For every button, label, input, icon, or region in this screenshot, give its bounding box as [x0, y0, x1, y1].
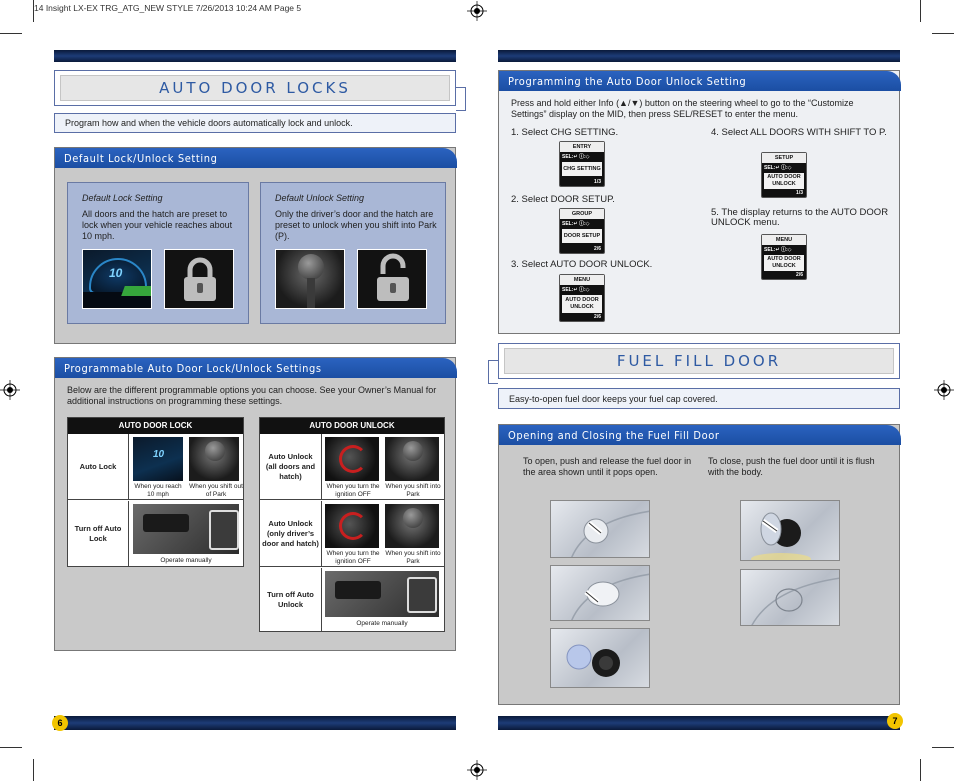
page-header-bar	[498, 50, 900, 62]
row-label: Turn off Auto Unlock	[260, 568, 322, 632]
fuel-subtitle	[498, 388, 900, 409]
shifter-photo	[275, 249, 345, 309]
mid-display-header: MENU	[560, 275, 604, 285]
panel-heading	[499, 425, 901, 445]
padlock-open-icon	[358, 250, 427, 309]
fuel-subtitle-text: Easy-to-open fuel door keeps your fuel cap covered.	[509, 393, 718, 404]
crop-mark	[0, 747, 22, 748]
mid-display-body: AUTO DOOR UNLOCK	[764, 173, 804, 189]
step-5: 5. The display returns to the AUTO DOOR UNLOCK menu.	[711, 207, 889, 228]
row-caption: When you reach 10 mph	[134, 483, 182, 498]
lock-switch-icon	[209, 510, 239, 550]
fuel-door-open-photo	[550, 628, 650, 688]
registration-mark-icon	[934, 380, 954, 400]
card-title: Default Unlock Setting	[275, 193, 365, 203]
speed-readout: 10	[153, 449, 165, 460]
mid-display	[761, 234, 807, 280]
row-caption: Operate manually	[356, 620, 408, 627]
fuel-door-outline-icon	[741, 570, 840, 626]
mid-display-body: AUTO DOOR UNLOCK	[562, 295, 602, 313]
crop-mark	[932, 747, 954, 748]
speedometer-photo	[132, 436, 184, 482]
mid-display-header: ENTRY	[560, 142, 604, 152]
mid-display-sel: SEL:↵ ⓘ:◇	[562, 221, 590, 227]
step-4: 4. Select ALL DOORS WITH SHIFT TO P.	[711, 127, 887, 138]
fuel-door-panel	[498, 424, 900, 705]
row-caption: When you shift into Park	[385, 550, 441, 565]
panel-heading	[55, 148, 457, 168]
crop-mark	[33, 759, 34, 781]
ignition-photo	[324, 503, 380, 549]
shift-knob	[298, 254, 324, 280]
shifter-photo	[384, 503, 440, 549]
mid-display	[559, 141, 605, 187]
shifter-photo	[188, 436, 240, 482]
title-bracket	[456, 87, 466, 111]
table-row	[68, 501, 243, 567]
programming-panel	[498, 70, 900, 334]
fuel-close-text: To close, push the fuel door until it is flush with the body.	[708, 456, 875, 477]
card-title: Default Lock Setting	[82, 193, 163, 203]
lock-open-photo	[357, 249, 427, 309]
door-switch-photo	[324, 570, 440, 618]
row-caption: Operate manually	[160, 557, 212, 564]
fuel-door-closing-photo	[740, 500, 840, 561]
page-footer-bar	[54, 716, 456, 730]
table-row	[260, 434, 444, 500]
page-number-badge: 7	[887, 713, 903, 729]
table-row	[260, 501, 444, 567]
fuel-door-closed-photo	[550, 500, 650, 558]
mid-display-page: 2/6	[796, 272, 803, 278]
panel-heading	[55, 358, 457, 378]
push-arrow-icon	[551, 501, 650, 558]
crop-mark	[0, 33, 22, 34]
crop-mark	[920, 759, 921, 781]
panel-heading-text: Programming the Auto Door Unlock Setting	[508, 74, 747, 88]
mid-display-sel: SEL:↵ ⓘ:◇	[764, 165, 792, 171]
fuel-cap-icon	[551, 629, 650, 688]
page-footer-bar	[498, 716, 900, 730]
mid-display-body: DOOR SETUP	[562, 229, 602, 243]
ignition-arrow-icon	[339, 512, 367, 540]
fuel-title-box	[498, 343, 900, 379]
step-3: 3. Select AUTO DOOR UNLOCK.	[511, 259, 653, 270]
close-arrow-icon	[741, 501, 840, 561]
page-header-bar	[54, 50, 456, 62]
fuel-title-banner	[504, 348, 894, 374]
crop-mark	[920, 0, 921, 22]
mid-display-page: 1/3	[796, 190, 803, 196]
crop-mark	[932, 33, 954, 34]
panel-intro: Press and hold either Info (▲/▼) button on the steering wheel to go to the “Customize Settings” display on the MID, then press SEL/RESET to enter the menu.	[511, 98, 854, 119]
row-caption: When you shift into Park	[385, 483, 441, 498]
row-caption: When you turn the ignition OFF	[326, 483, 380, 498]
door-switch-photo	[132, 503, 240, 555]
mid-display	[761, 152, 807, 198]
mid-display-page: 2/6	[594, 246, 601, 252]
section-subtitle-text: Program how and when the vehicle doors automatically lock and unlock.	[65, 118, 353, 128]
mid-display-sel: SEL:↵ ⓘ:◇	[764, 247, 792, 253]
mid-display-body: AUTO DOOR UNLOCK	[764, 255, 804, 271]
section-title-banner	[60, 75, 450, 101]
mid-display-sel: SEL:↵ ⓘ:◇	[562, 154, 590, 160]
mid-display-header: SETUP	[762, 153, 806, 163]
registration-mark-icon	[0, 380, 20, 400]
default-settings-panel	[54, 147, 456, 344]
step-1: 1. Select CHG SETTING.	[511, 127, 619, 138]
panel-heading-text: Programmable Auto Door Lock/Unlock Settings	[64, 361, 322, 375]
step-2: 2. Select DOOR SETUP.	[511, 194, 615, 205]
card-text: All doors and the hatch are preset to lock when your vehicle reaches about 10 mph.	[82, 209, 233, 241]
default-lock-card	[67, 182, 249, 324]
pop-arrow-icon	[551, 566, 650, 621]
fuel-title: FUEL FILL DOOR	[616, 352, 782, 370]
table-header: AUTO DOOR UNLOCK	[260, 418, 444, 434]
ignition-arrow-icon	[339, 445, 367, 473]
title-bracket	[488, 360, 498, 384]
row-label: Turn off Auto Lock	[68, 501, 129, 567]
lock-switch-icon	[407, 577, 437, 613]
fuel-door-popped-photo	[550, 565, 650, 621]
row-caption: When you shift out of Park	[189, 483, 243, 498]
mid-display-header: MENU	[762, 235, 806, 245]
speed-readout: 10	[109, 266, 123, 280]
eco-bar	[121, 286, 152, 296]
mid-display	[559, 208, 605, 254]
panel-intro: Below are the different programmable options you can choose. See your Owner’s Manual for additional instructions on programming these settings.	[67, 385, 437, 406]
section-title-box	[54, 70, 456, 106]
fuel-door-flush-photo	[740, 569, 840, 626]
row-label: Auto Lock	[68, 434, 129, 500]
mid-display-page: 2/6	[594, 314, 601, 320]
table-row	[260, 568, 444, 632]
section-title: AUTO DOOR LOCKS	[159, 79, 351, 97]
page-number-badge: 6	[52, 715, 68, 731]
registration-mark-icon	[467, 1, 487, 21]
table-header: AUTO DOOR LOCK	[68, 418, 243, 434]
auto-door-lock-table	[67, 417, 244, 567]
mid-display-body: CHG SETTING	[562, 162, 602, 176]
panel-heading-text: Opening and Closing the Fuel Fill Door	[508, 428, 720, 442]
shifter-photo	[384, 436, 440, 482]
crop-mark	[33, 0, 34, 22]
row-label: Auto Unlock (only driver’s door and hatch)	[260, 501, 322, 567]
registration-mark-icon	[467, 760, 487, 780]
mid-display-sel: SEL:↵ ⓘ:◇	[562, 287, 590, 293]
speedometer-photo	[82, 249, 152, 309]
padlock-closed-icon	[165, 250, 234, 309]
panel-heading-text: Default Lock/Unlock Setting	[64, 151, 218, 165]
section-subtitle	[54, 113, 456, 133]
lock-closed-photo	[164, 249, 234, 309]
print-slug: 14 Insight LX-EX TRG_ATG_NEW STYLE 7/26/2013 10:24 AM Page 5	[34, 3, 302, 13]
default-unlock-card	[260, 182, 446, 324]
fuel-open-text: To open, push and release the fuel door in the area shown until it pops open.	[523, 456, 692, 477]
mid-display	[559, 274, 605, 322]
panel-heading	[499, 71, 901, 91]
mid-display-header: GROUP	[560, 209, 604, 219]
mid-display-page: 1/3	[594, 179, 601, 185]
ignition-photo	[324, 436, 380, 482]
programmable-settings-panel	[54, 357, 456, 651]
auto-door-unlock-table	[259, 417, 445, 632]
row-label: Auto Unlock (all doors and hatch)	[260, 434, 322, 500]
row-caption: When you turn the ignition OFF	[326, 550, 380, 565]
card-text: Only the driver’s door and the hatch are preset to unlock when you shift into Park (P).	[275, 209, 437, 241]
table-row	[68, 434, 243, 500]
